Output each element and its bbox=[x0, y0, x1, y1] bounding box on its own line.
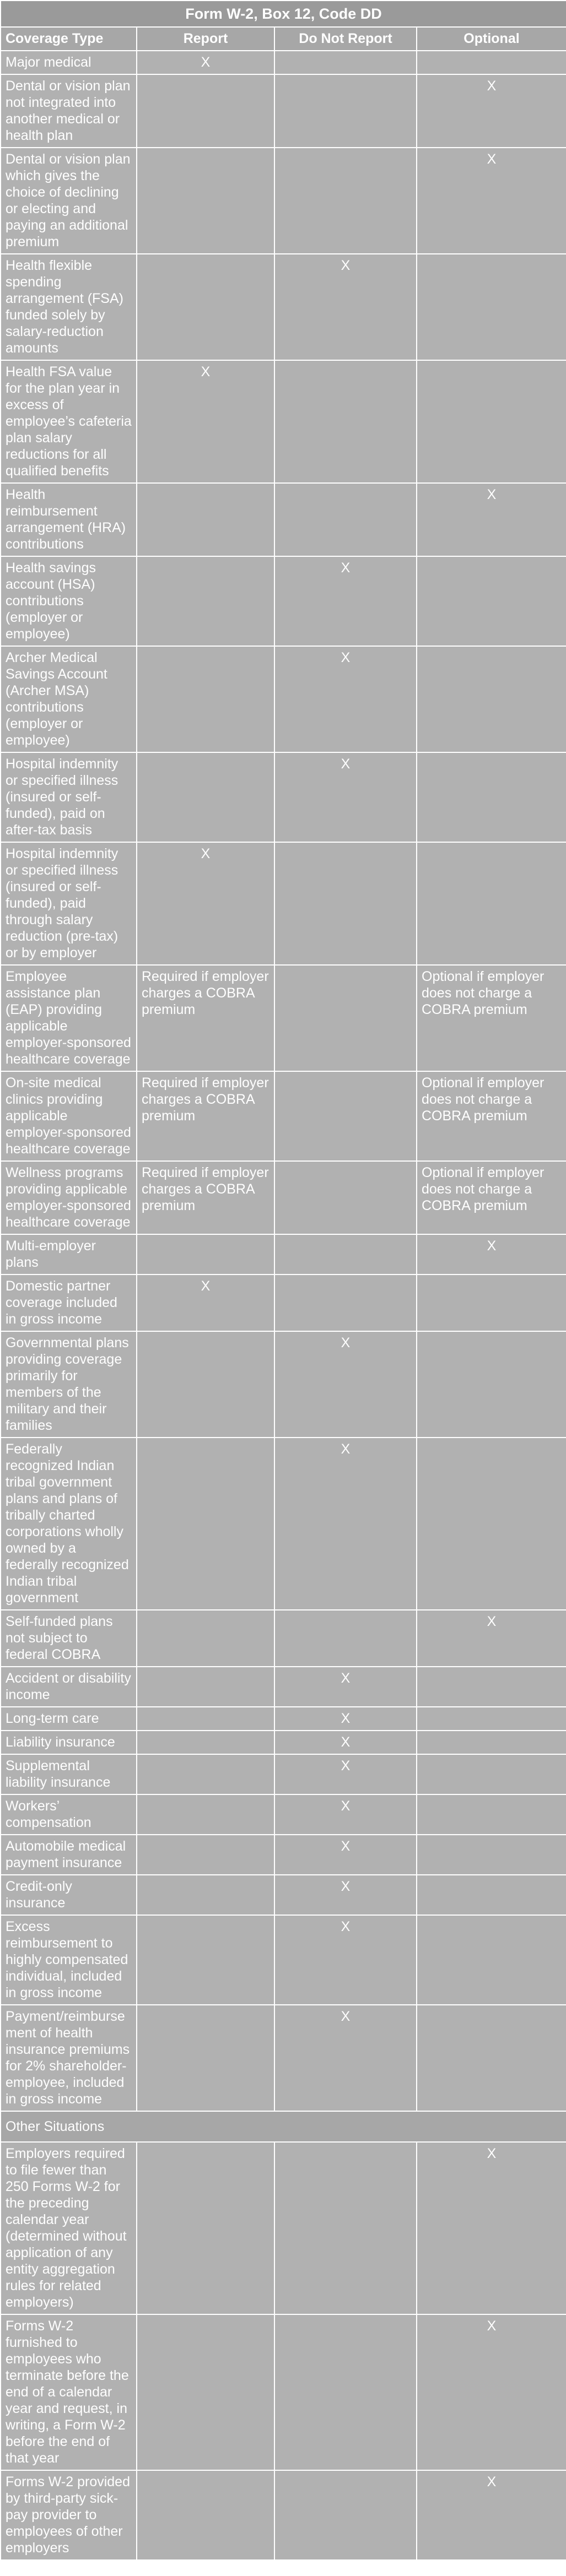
coverage-type-cell: Employers required to file fewer than 250 Forms W-2 for the preceding calendar year (determined without application of any entity aggregation rules for related employers) bbox=[1, 2142, 137, 2314]
report-cell bbox=[137, 2314, 274, 2470]
table-row bbox=[1, 254, 566, 360]
coverage-type-cell: Forms W-2 provided by third-party sick-pay provider to employees of other employers bbox=[1, 2470, 137, 2560]
do-not-report-cell bbox=[274, 1234, 417, 1275]
coverage-type-cell: Health FSA value for the plan year in excess of employee’s cafeteria plan salary reductions for all qualified benefits bbox=[1, 360, 137, 483]
coverage-type-cell: Federally recognized Indian tribal government plans and plans of tribally charted corporations wholly owned by a federally recognized Indian tribal government bbox=[1, 1438, 137, 1610]
do-not-report-cell: X bbox=[274, 1794, 417, 1835]
report-cell: Required if employer charges a COBRA premium bbox=[137, 965, 274, 1071]
optional-cell: Optional if employer does not charge a COBRA premium bbox=[417, 1071, 566, 1161]
optional-cell bbox=[417, 1875, 566, 1915]
coverage-type-cell: Archer Medical Savings Account (Archer MSA) contributions (employer or employee) bbox=[1, 646, 137, 752]
do-not-report-cell: X bbox=[274, 752, 417, 842]
optional-cell bbox=[417, 1275, 566, 1331]
optional-cell: X bbox=[417, 2142, 566, 2314]
other-situations bbox=[1, 2111, 566, 2560]
coverage-type-cell: Liability insurance bbox=[1, 1731, 137, 1754]
do-not-report-cell: X bbox=[274, 2005, 417, 2111]
coverage-type-cell: Hospital indemnity or specified illness (insured or self-funded), paid on after-tax basis bbox=[1, 752, 137, 842]
section-title: Other Situations bbox=[1, 2111, 566, 2142]
report-cell bbox=[137, 2470, 274, 2560]
optional-cell: X bbox=[417, 2314, 566, 2470]
table-row bbox=[1, 1794, 566, 1835]
coverage-type-cell: On-site medical clinics providing applicable employer-sponsored healthcare coverage bbox=[1, 1071, 137, 1161]
coverage-type-cell: Supplemental liability insurance bbox=[1, 1754, 137, 1794]
table-row bbox=[1, 1071, 566, 1161]
header-do-not-report: Do Not Report bbox=[274, 27, 417, 51]
table-row bbox=[1, 2314, 566, 2470]
coverage-type-cell: Health flexible spending arrangement (FSA) funded solely by salary-reduction amounts bbox=[1, 254, 137, 360]
do-not-report-cell: X bbox=[274, 556, 417, 646]
optional-cell: X bbox=[417, 1610, 566, 1667]
do-not-report-cell bbox=[274, 1610, 417, 1667]
report-cell bbox=[137, 483, 274, 556]
do-not-report-cell bbox=[274, 2470, 417, 2560]
optional-cell bbox=[417, 1667, 566, 1707]
table-row bbox=[1, 1667, 566, 1707]
report-cell bbox=[137, 1331, 274, 1438]
table-row bbox=[1, 1875, 566, 1915]
table-row bbox=[1, 1707, 566, 1731]
report-cell bbox=[137, 1731, 274, 1754]
optional-cell bbox=[417, 1915, 566, 2005]
coverage-type-cell: Employee assistance plan (EAP) providing applicable employer-sponsored healthcare coverage bbox=[1, 965, 137, 1071]
do-not-report-cell bbox=[274, 1275, 417, 1331]
optional-cell bbox=[417, 752, 566, 842]
table-row bbox=[1, 1915, 566, 2005]
optional-cell bbox=[417, 51, 566, 74]
do-not-report-cell bbox=[274, 842, 417, 965]
report-cell bbox=[137, 1794, 274, 1835]
table-row bbox=[1, 646, 566, 752]
report-cell bbox=[137, 1754, 274, 1794]
optional-cell: X bbox=[417, 483, 566, 556]
do-not-report-cell bbox=[274, 483, 417, 556]
report-cell bbox=[137, 1667, 274, 1707]
table-row bbox=[1, 1234, 566, 1275]
table-row bbox=[1, 148, 566, 254]
coverage-type-cell: Hospital indemnity or specified illness (insured or self-funded), paid through salary reduction (pre-tax) or by employer bbox=[1, 842, 137, 965]
do-not-report-cell bbox=[274, 1161, 417, 1234]
optional-cell bbox=[417, 1731, 566, 1754]
report-cell: X bbox=[137, 842, 274, 965]
table-row bbox=[1, 483, 566, 556]
coverage-type-cell: Payment/reimbursement of health insurance premiums for 2% shareholder-employee, included in gross income bbox=[1, 2005, 137, 2111]
coverage-rows bbox=[1, 51, 566, 2111]
do-not-report-cell bbox=[274, 2314, 417, 2470]
section-header-row bbox=[1, 2111, 566, 2142]
report-cell bbox=[137, 556, 274, 646]
report-cell: Required if employer charges a COBRA premium bbox=[137, 1161, 274, 1234]
do-not-report-cell bbox=[274, 965, 417, 1071]
coverage-type-cell: Governmental plans providing coverage primarily for members of the military and their families bbox=[1, 1331, 137, 1438]
title-row bbox=[1, 1, 566, 27]
coverage-type-cell: Accident or disability income bbox=[1, 1667, 137, 1707]
coverage-type-cell: Multi-employer plans bbox=[1, 1234, 137, 1275]
table-row bbox=[1, 1161, 566, 1234]
report-cell bbox=[137, 1875, 274, 1915]
optional-cell bbox=[417, 360, 566, 483]
do-not-report-cell: X bbox=[274, 1331, 417, 1438]
do-not-report-cell: X bbox=[274, 1707, 417, 1731]
do-not-report-cell: X bbox=[274, 1835, 417, 1875]
table-row bbox=[1, 1610, 566, 1667]
do-not-report-cell bbox=[274, 2142, 417, 2314]
report-cell: X bbox=[137, 360, 274, 483]
coverage-type-cell: Automobile medical payment insurance bbox=[1, 1835, 137, 1875]
optional-cell: X bbox=[417, 1234, 566, 1275]
coverage-type-cell: Workers’ compensation bbox=[1, 1794, 137, 1835]
coverage-type-cell: Dental or vision plan which gives the choice of declining or electing and paying an additional premium bbox=[1, 148, 137, 254]
coverage-type-cell: Excess reimbursement to highly compensated individual, included in gross income bbox=[1, 1915, 137, 2005]
optional-cell: X bbox=[417, 2470, 566, 2560]
optional-cell bbox=[417, 842, 566, 965]
table-row bbox=[1, 2005, 566, 2111]
report-cell bbox=[137, 74, 274, 148]
table-row bbox=[1, 360, 566, 483]
table-row bbox=[1, 1754, 566, 1794]
coverage-type-cell: Wellness programs providing applicable employer-sponsored healthcare coverage bbox=[1, 1161, 137, 1234]
table-row bbox=[1, 1275, 566, 1331]
do-not-report-cell: X bbox=[274, 1667, 417, 1707]
do-not-report-cell bbox=[274, 360, 417, 483]
table-row bbox=[1, 842, 566, 965]
header-report: Report bbox=[137, 27, 274, 51]
do-not-report-cell: X bbox=[274, 1754, 417, 1794]
report-cell: X bbox=[137, 1275, 274, 1331]
do-not-report-cell: X bbox=[274, 1875, 417, 1915]
optional-cell bbox=[417, 1331, 566, 1438]
report-cell bbox=[137, 1915, 274, 2005]
do-not-report-cell bbox=[274, 74, 417, 148]
coverage-type-cell: Health reimbursement arrangement (HRA) contributions bbox=[1, 483, 137, 556]
optional-cell bbox=[417, 1707, 566, 1731]
do-not-report-cell: X bbox=[274, 646, 417, 752]
optional-cell bbox=[417, 1754, 566, 1794]
coverage-type-cell: Forms W-2 furnished to employees who terminate before the end of a calendar year and request, in writing, a Form W-2 before the end of that year bbox=[1, 2314, 137, 2470]
coverage-type-cell: Self-funded plans not subject to federal COBRA bbox=[1, 1610, 137, 1667]
do-not-report-cell bbox=[274, 148, 417, 254]
do-not-report-cell: X bbox=[274, 1438, 417, 1610]
report-cell bbox=[137, 2005, 274, 2111]
table-row bbox=[1, 2470, 566, 2560]
report-cell bbox=[137, 1438, 274, 1610]
coverage-type-cell: Dental or vision plan not integrated into another medical or health plan bbox=[1, 74, 137, 148]
coverage-type-cell: Domestic partner coverage included in gross income bbox=[1, 1275, 137, 1331]
optional-cell bbox=[417, 1794, 566, 1835]
table-row bbox=[1, 74, 566, 148]
report-cell bbox=[137, 1707, 274, 1731]
do-not-report-cell: X bbox=[274, 254, 417, 360]
report-cell bbox=[137, 752, 274, 842]
table-row bbox=[1, 556, 566, 646]
table-row bbox=[1, 965, 566, 1071]
report-cell: X bbox=[137, 51, 274, 74]
coverage-type-cell: Long-term care bbox=[1, 1707, 137, 1731]
do-not-report-cell bbox=[274, 51, 417, 74]
optional-cell bbox=[417, 646, 566, 752]
optional-cell: Optional if employer does not charge a COBRA premium bbox=[417, 1161, 566, 1234]
do-not-report-cell: X bbox=[274, 1731, 417, 1754]
header-row bbox=[1, 27, 566, 51]
header-coverage-type: Coverage Type bbox=[1, 27, 137, 51]
table-row bbox=[1, 51, 566, 74]
coverage-type-cell: Health savings account (HSA) contributions (employer or employee) bbox=[1, 556, 137, 646]
optional-cell bbox=[417, 254, 566, 360]
table-row bbox=[1, 2142, 566, 2314]
coverage-type-cell: Major medical bbox=[1, 51, 137, 74]
optional-cell bbox=[417, 1835, 566, 1875]
report-cell bbox=[137, 646, 274, 752]
optional-cell: Optional if employer does not charge a COBRA premium bbox=[417, 965, 566, 1071]
report-cell bbox=[137, 1234, 274, 1275]
report-cell bbox=[137, 148, 274, 254]
optional-cell bbox=[417, 1438, 566, 1610]
table-row bbox=[1, 752, 566, 842]
do-not-report-cell bbox=[274, 1071, 417, 1161]
coverage-type-cell: Credit-only insurance bbox=[1, 1875, 137, 1915]
optional-cell: X bbox=[417, 74, 566, 148]
do-not-report-cell: X bbox=[274, 1915, 417, 2005]
table-row bbox=[1, 1731, 566, 1754]
table-row bbox=[1, 1835, 566, 1875]
report-cell: Required if employer charges a COBRA premium bbox=[137, 1071, 274, 1161]
report-cell bbox=[137, 1835, 274, 1875]
header-optional: Optional bbox=[417, 27, 566, 51]
table-row bbox=[1, 1438, 566, 1610]
optional-cell bbox=[417, 2005, 566, 2111]
table-title: Form W-2, Box 12, Code DD bbox=[1, 1, 566, 27]
table-row bbox=[1, 1331, 566, 1438]
report-cell bbox=[137, 1610, 274, 1667]
optional-cell: X bbox=[417, 148, 566, 254]
report-cell bbox=[137, 2142, 274, 2314]
optional-cell bbox=[417, 556, 566, 646]
report-cell bbox=[137, 254, 274, 360]
